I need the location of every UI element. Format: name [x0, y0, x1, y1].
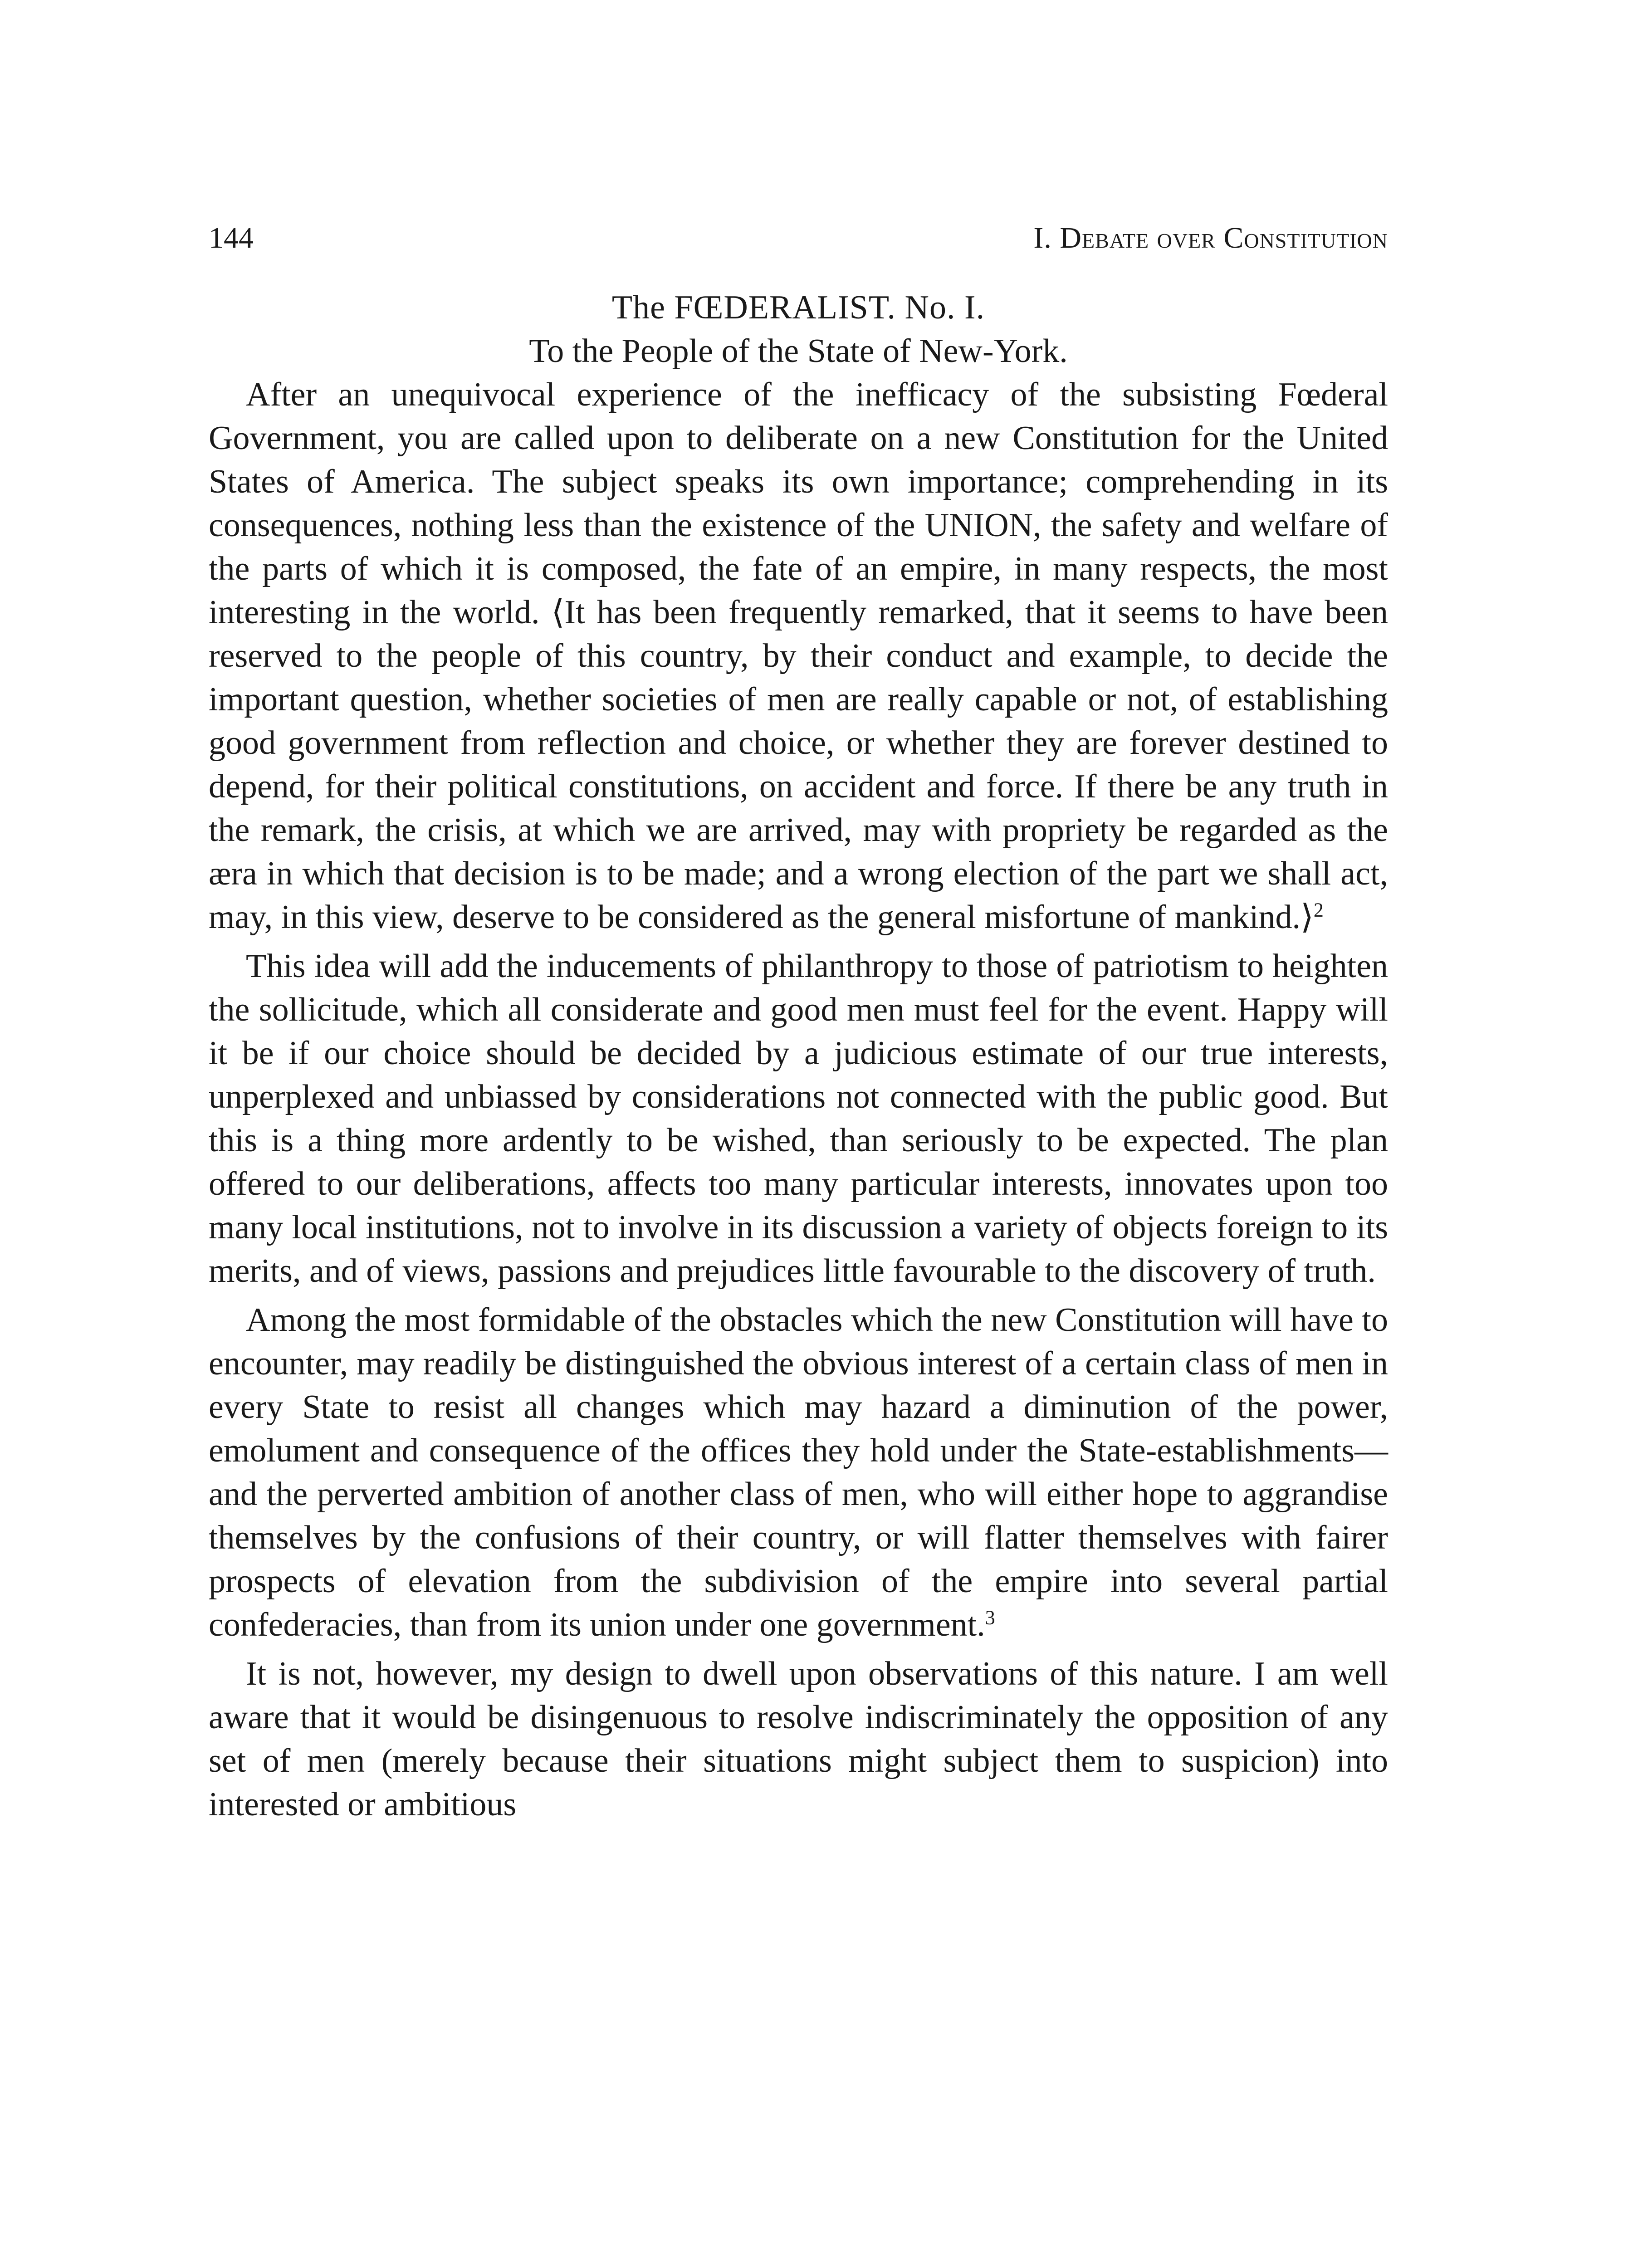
paragraph [209, 1298, 1388, 1647]
paragraph-text: Among the most formidable of the obstacles which the new Constitution will have to encounter, may readily be distinguished the obvious interest of a certain class of men in every State to resist all changes which may hazard a diminution of the power, emolument and consequence of the offices they hold under the State-establishments—and the perverted ambition of another class of men, who will either hope to aggrandise themselves by the confusions of their country, or will flatter themselves with fairer prospects of elevation from the subdivision of the empire into several partial confederacies, than from its union under one government. [209, 1301, 1388, 1643]
paragraph [209, 944, 1388, 1293]
article-title: The FŒDERALIST. No. I. [611, 289, 985, 326]
footnote-marker: 2 [1313, 899, 1324, 921]
article-heading [209, 286, 1388, 373]
book-page [209, 213, 1388, 1826]
running-head [209, 213, 1388, 263]
article-body [209, 373, 1388, 1826]
footnote-marker: 3 [985, 1606, 995, 1629]
paragraph-text: After an unequivocal experience of the inefficacy of the subsisting Fœderal Government, you are called upon to deliberate on a new Constitution for the United States of America. The subject speaks its own importance; comprehending in its consequences, nothing less than the existence of the UNION, the safety and welfare of the parts of which it is composed, the fate of an empire, in many respects, the most interesting in the world. ⟨It has been frequently remarked, that it seems to have been reserved to the people of this country, by their conduct and example, to decide the important question, whether societies of men are really capable or not, of establishing good government from reflection and choice, or whether they are forever destined to depend, for their political constitutions, on accident and force. If there be any truth in the remark, the crisis, at which we are arrived, may with propriety be regarded as the æra in which that decision is to be made; and a wrong election of the part we shall act, may, in this view, deserve to be considered as the general misfortune of mankind.⟩ [209, 376, 1388, 936]
section-title: I. Debate over Constitution [1033, 221, 1388, 254]
paragraph [209, 373, 1388, 939]
paragraph-text: This idea will add the inducements of philanthropy to those of patriotism to heighten the sollicitude, which all considerate and good men must feel for the event. Happy will it be if our choice should be decided by a judicious estimate of our true interests, unperplexed and unbiassed by considerations not connected with the public good. But this is a thing more ardently to be wished, than seriously to be expected. The plan offered to our deliberations, affects too many particular interests, innovates upon too many local institutions, not to involve in its discussion a variety of objects foreign to its merits, and of views, passions and prejudices little favourable to the discovery of truth. [209, 948, 1388, 1290]
page-number: 144 [209, 221, 254, 254]
paragraph-text: It is not, however, my design to dwell upon observations of this nature. I am well aware that it would be disingenuous to resolve indiscriminately the opposition of any set of men (merely because their situations might subject them to suspicion) into interested or ambitious [209, 1655, 1388, 1823]
article-address: To the People of the State of New-York. [529, 332, 1068, 370]
paragraph [209, 1652, 1388, 1826]
